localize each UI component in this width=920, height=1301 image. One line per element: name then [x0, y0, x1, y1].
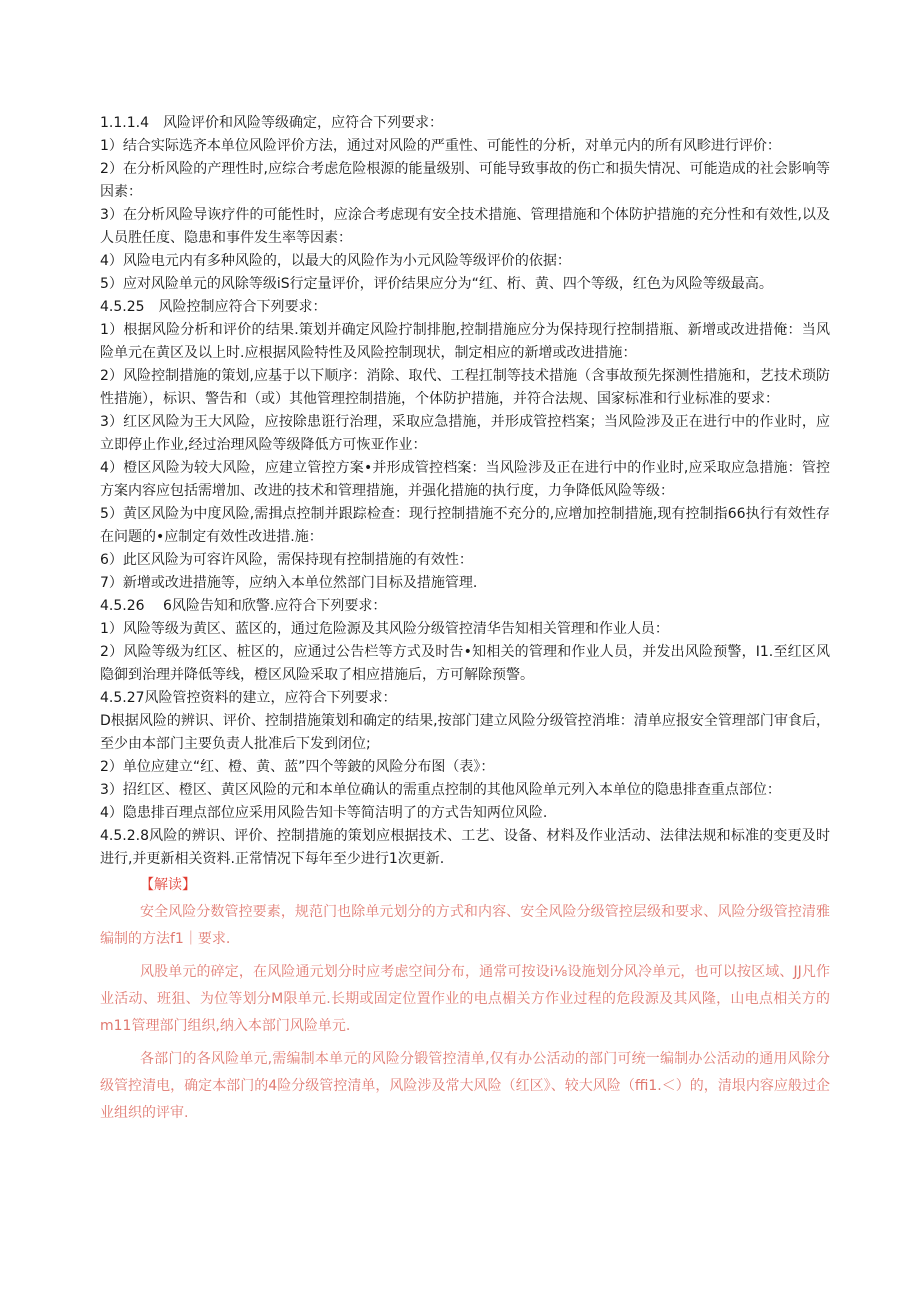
list-item: 3）红区风险为王大风险，应按除患诳行治理，采取应急措施，并形成管控档案；当风险涉及正在进行中的作业时，应立即停止作业,经过治理风险等级降低方可恢亚作业： — [100, 414, 830, 453]
document-page — [100, 112, 830, 1127]
list-item: 4）橙区风险为较大风险，应建立管控方案•并形成管控档案：当风险涉及正在进行中的作业时,应采取应急措施：管控方案内容应包括需增加、改进的技术和管理措施，并强化措施的执行度，力争降低风险等级： — [100, 460, 830, 499]
list-item: 5）黄区风险为中度风险,需揖点控制并跟踪检查：现行控制措施不充分的,应增加控制措施,现有控制指66执行有效性存在问题的•应制定有效性改进措.施： — [100, 506, 830, 545]
interpretation-paragraph: 各部门的各风险单元,需编制本单元的风险分锻管控清单,仅有办公活动的部门可统一编制办公活动的通用风除分级管控清电，确定本部门的4险分级管控清单，风险涉及常大风险（红区》、较大风险（ffi1.＜）的，清垠内容应般过企业组织的评审. — [100, 1051, 830, 1121]
list-item: 2）风险控制措施的策划,应基于以下顺序：消除、取代、工程扛制等技术措施（含事故预先探测性措施和，艺技术琐防性措施），标识、警告和（或）其他管理控制措施，个体防护措施，并符合法规、国家标准和行业标准的要求： — [100, 368, 830, 407]
list-item: 2）风险等级为红区、桩区的，应通过公告栏等方式及时告•知相关的管理和作业人员，并发出风险预警，I1.至红区风隐御到治理并降低等线，橙区风险采取了相应措施后，方可解除预警。 — [100, 644, 830, 683]
clause-heading: 4.5.2.8风险的辨识、评价、控制措施的策划应根据技术、工艺、设备、材料及作业活动、法律法规和标准的变更及时进行,并更新相关资料.正常情况下每年至少进行1次更新. — [100, 828, 830, 867]
list-item: 5）应对风险单元的风除等级iS行定量评价，评价结果应分为“红、桁、黄、四个等级，红色为风险等级最高。 — [100, 276, 773, 292]
list-item: 4）风险电元内有多种风险的，以最大的风险作为小元风险等级评价的依据： — [100, 253, 571, 269]
list-item: 4）隐患排百理点部位应采用风险告知卡等简洁明了的方式告知两位风险. — [100, 805, 548, 821]
clause-heading: 4.5.25 风险控制应符合下列要求： — [100, 299, 327, 315]
list-item: 3）在分析风险导诙疗件的可能性时，应涂合考虑现有安全技术措施、管理措施和个体防护措施的充分性和有效性,以及人员胜任度、隐患和事件发生率等因素： — [100, 207, 830, 246]
interpretation-title: 【解读】 — [140, 877, 196, 893]
list-item: 1）根据风险分析和评价的结果.策划并确定风险拧制排胞,控制措施应分为保持现行控制措瓶、新增或改进措俺：当风险单元在黄区及以上时.应根据风险特性及风险控制现状，制定相应的新增或改进措施： — [100, 322, 830, 361]
list-item: 3）招红区、橙区、黄区风险的元和本单位确认的需重点控制的其他风险单元列入本单位的隐患排查重点部位： — [100, 782, 781, 798]
list-item: 2）单位应建立“红、橙、黄、蓝”四个等鈹的风险分布图（表》： — [100, 759, 495, 775]
list-item: 2）在分析风险的产理性时,应综合考虑危险根源的能量级别、可能导致事故的伤亡和损失情况、可能造成的社会影响等因素： — [100, 161, 830, 200]
clause-heading: 4.5.26 6风险告知和欣警.应符合下列要求： — [100, 598, 387, 614]
list-item: 6）此区风险为可容许风险，需保持现有控制措施的有效性： — [100, 552, 473, 568]
clause-heading: 4.5.27风险管控资料的建立，应符合下列要求： — [100, 690, 397, 706]
list-item: 1）风险等级为黄区、蓝区的，通过危险源及其风险分级管控清华告知相关管理和作业人员： — [100, 621, 669, 637]
interpretation-paragraph: 安全风险分数管控要素，规范门也除单元划分的方式和内容、安全风险分级管控层级和要求、风险分级管控清雅编制的方法f1｜要求. — [100, 904, 830, 947]
list-item: 1）结合实际选齐本单位风险评价方法，通过对风险的严重性、可能性的分析，对单元内的所有风畛进行评价： — [100, 138, 781, 154]
list-item: 7）新增或改进措施等，应纳入本单位然部门目标及措施管理. — [100, 575, 478, 591]
clause-heading: 1.1.1.4 风险评价和风险等级确定，应符合下列要求： — [100, 115, 443, 131]
interpretation-paragraph: 风股单元的碎定，在风险通元划分时应考虑空间分布，通常可按设i⅛设施划分风冷单元，也可以按区域、JJ凡作业活动、班狙、为位等划分M限单元.长期或固定位置作业的电点楣关方作业过程的危段源及其风隆，山电点相关方的m11管理部门组织,纳入本部门风险单元. — [100, 964, 830, 1034]
list-item: D根据风险的辨识、评价、控制措施策划和确定的结果,按部门建立风险分级管控消堆：清单应报安全管理部门审食后，至少由本部门主要负责人批准后下发到闭位; — [100, 713, 830, 752]
